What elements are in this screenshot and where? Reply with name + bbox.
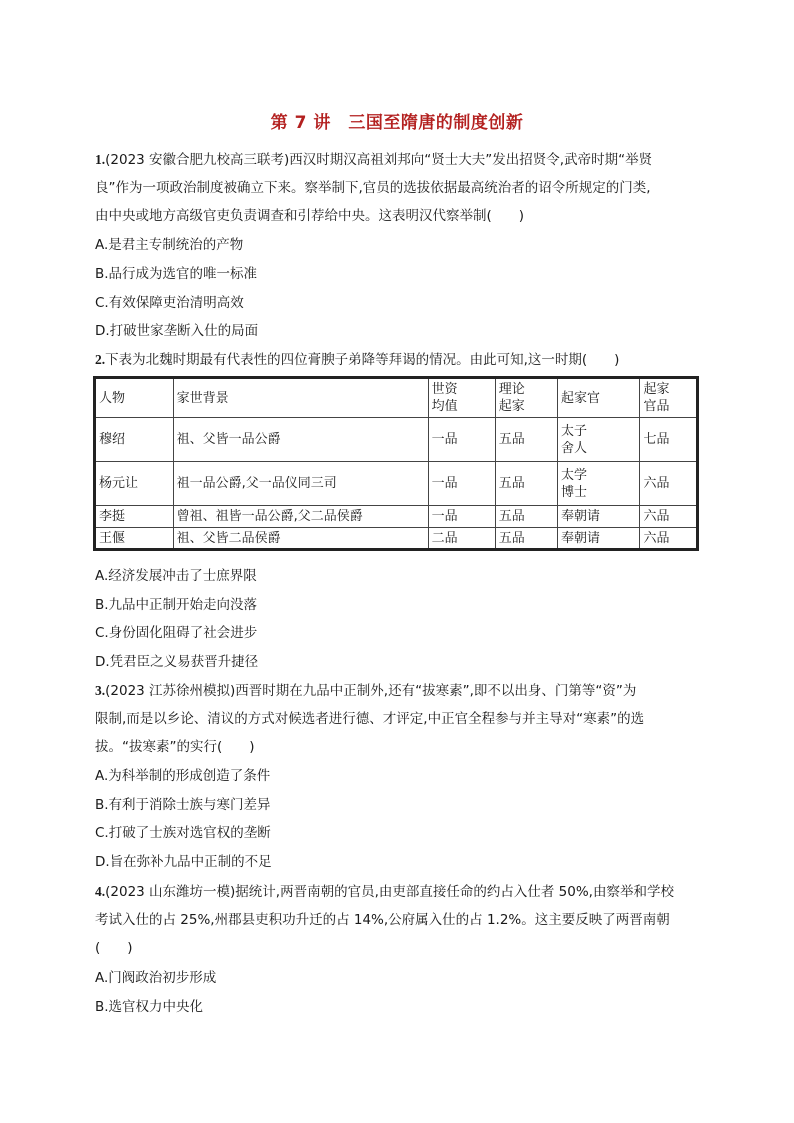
q1-option-b[interactable]: B.品行成为选官的唯一标准 <box>95 266 258 282</box>
q3-line-1: 3.(2023 江苏徐州模拟)西晋时期在九品中正制外,还有“拔寒素”,即不以出身、门第等“资”为 <box>95 683 637 699</box>
q2-line-1: 2.下表为北魏时期最有代表性的四位膏腴子弟降等拜谒的情况。由此可知,这一时期( ) <box>95 352 620 368</box>
q2-option-d[interactable]: D.凭君臣之义易获晋升捷径 <box>95 654 259 670</box>
table-cell: 穆绍 <box>95 418 174 462</box>
q1-number: 1. <box>95 152 106 167</box>
q3-line-3: 拔。“拔寒素”的实行( ) <box>95 739 255 755</box>
table-cell: 太子 舍人 <box>558 418 640 462</box>
q1-line-1: 1.(2023 安徽合肥九校高三联考)西汉时期汉高祖刘邦向“贤士大夫”发出招贤令,武帝时期“举贤 <box>95 152 653 168</box>
q1-option-d[interactable]: D.打破世家垄断入仕的局面 <box>95 323 259 339</box>
header-text: 世资 <box>431 382 458 397</box>
table-cell: 王偃 <box>95 528 174 550</box>
q4-line-1: 4.(2023 山东潍坊一模)据统计,两晋南朝的官员,由吏部直接任命的约占入仕者 50%,由察举和学校 <box>95 884 674 900</box>
table-cell: 七品 <box>640 418 698 462</box>
table-cell: 六品 <box>640 528 698 550</box>
table-cell: 祖一品公爵,父一品仪同三司 <box>173 462 428 506</box>
q1-line-3: 由中央或地方高级官吏负责调查和引荐给中央。这表明汉代察举制( ) <box>95 208 525 224</box>
q3-option-b[interactable]: B.有利于消除士族与寒门差异 <box>95 797 271 813</box>
table-cell: 祖、父皆二品侯爵 <box>173 528 428 550</box>
table-cell: 五品 <box>495 506 557 528</box>
q2-number: 2. <box>95 352 106 367</box>
q2-option-c[interactable]: C.身份固化阻碍了社会进步 <box>95 625 258 641</box>
q3-option-a[interactable]: A.为科举制的形成创造了条件 <box>95 768 271 784</box>
table-cell: 李挺 <box>95 506 174 528</box>
table-cell: 杨元让 <box>95 462 174 506</box>
table-header-cell: 起家 官品 <box>640 378 698 418</box>
q4-line-2: 考试入仕的占 25%,州郡县吏积功升迁的占 14%,公府属入仕的占 1.2%。这主要反映了两晋南朝 <box>95 912 670 928</box>
q4-number: 4. <box>95 884 106 899</box>
table-cell: 奉朝请 <box>558 528 640 550</box>
table-header-cell: 理论 起家 <box>495 378 557 418</box>
table-row <box>95 506 698 528</box>
table-header-cell: 起家官 <box>558 378 640 418</box>
q3-option-d[interactable]: D.旨在弥补九品中正制的不足 <box>95 854 272 870</box>
table-cell: 一品 <box>428 506 495 528</box>
table-cell: 五品 <box>495 528 557 550</box>
q4-option-a[interactable]: A.门阀政治初步形成 <box>95 970 217 986</box>
table-header-cell: 家世背景 <box>173 378 428 418</box>
table-cell: 一品 <box>428 462 495 506</box>
q1-option-a[interactable]: A.是君主专制统治的产物 <box>95 237 244 253</box>
table-cell: 二品 <box>428 528 495 550</box>
table-cell: 祖、父皆一品公爵 <box>173 418 428 462</box>
table-cell: 一品 <box>428 418 495 462</box>
table-cell: 五品 <box>495 462 557 506</box>
table-cell: 曾祖、祖皆一品公爵,父二品侯爵 <box>173 506 428 528</box>
q3-number: 3. <box>95 683 106 698</box>
table-cell: 奉朝请 <box>558 506 640 528</box>
table-cell: 六品 <box>640 462 698 506</box>
q1-line-2: 良”作为一项政治制度被确立下来。察举制下,官员的选拔依据最高统治者的诏令所规定的门类, <box>95 180 651 196</box>
table-header-cell: 世资 均值 <box>428 378 495 418</box>
q2-option-a[interactable]: A.经济发展冲击了士庶界限 <box>95 568 257 584</box>
page-title: 第 7 讲 三国至隋唐的制度创新 <box>270 113 524 133</box>
q3-line-2: 限制,而是以乡论、清议的方式对候选者进行德、才评定,中正官全程参与并主导对“寒素”的选 <box>95 711 645 727</box>
table-header-cell: 人物 <box>95 378 174 418</box>
officials-table <box>93 376 699 551</box>
q2-option-b[interactable]: B.九品中正制开始走向没落 <box>95 597 258 613</box>
q1-option-c[interactable]: C.有效保障吏治清明高效 <box>95 295 244 311</box>
table-cell: 六品 <box>640 506 698 528</box>
q4-line-3: ( ) <box>95 940 133 956</box>
table-row <box>95 462 698 506</box>
table-cell: 太学 博士 <box>558 462 640 506</box>
table-cell: 五品 <box>495 418 557 462</box>
table-header-row <box>95 378 698 418</box>
q3-option-c[interactable]: C.打破了士族对选官权的垄断 <box>95 825 271 841</box>
table-row <box>95 418 698 462</box>
table-row <box>95 528 698 550</box>
q4-option-b[interactable]: B.选官权力中央化 <box>95 999 204 1015</box>
